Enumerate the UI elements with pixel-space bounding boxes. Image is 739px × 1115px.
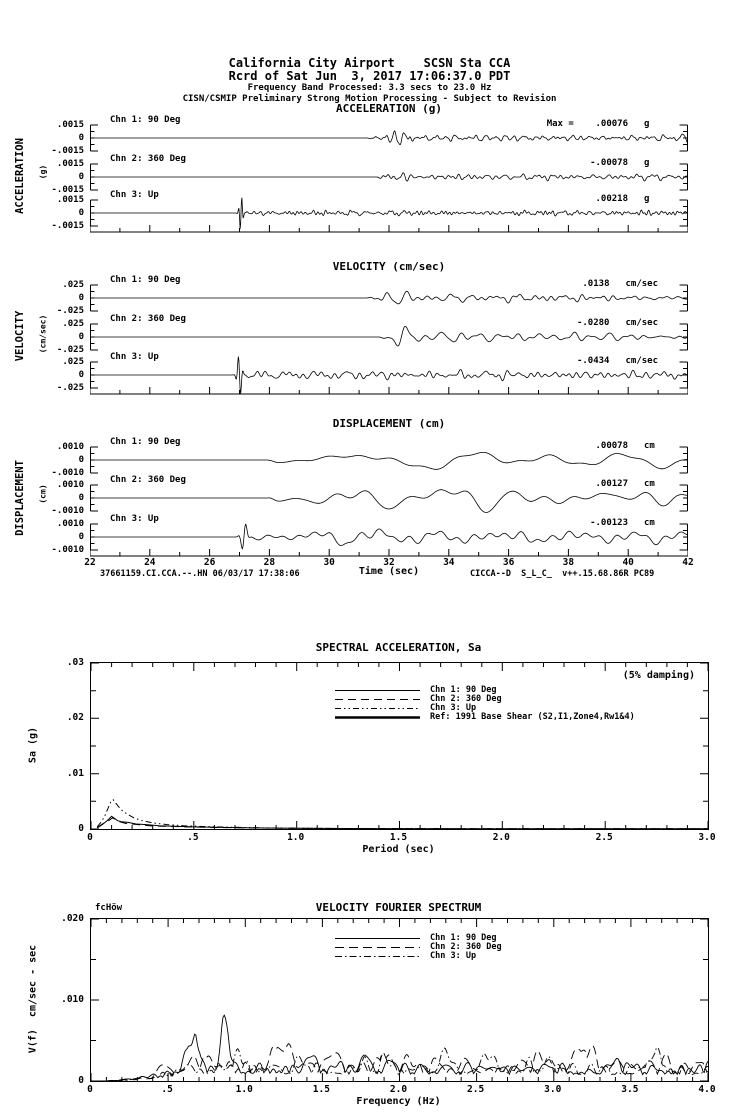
y-tick-zero: 0 [78, 455, 84, 465]
y-tick-zero: 0 [78, 532, 84, 542]
legend-line-sample [335, 943, 420, 952]
channel-label: Chn 2: 360 Deg [110, 314, 186, 324]
y-tick-top: .0010 [56, 480, 84, 490]
waveform-trace [90, 326, 688, 346]
sa-series [97, 818, 708, 829]
time-tick-label: 28 [263, 557, 276, 568]
legend-label: Chn 1: 90 Deg [430, 933, 497, 943]
y-tick-zero: 0 [78, 493, 84, 503]
legend-line-sample [335, 934, 420, 943]
peak-number: .0138 [582, 279, 610, 289]
band-line: Frequency Band Processed: 3.3 secs to 23.0 Hz [247, 83, 492, 93]
time-tick-label: 24 [144, 557, 156, 568]
velocity-axis-label: VELOCITY [14, 310, 26, 362]
y-tick-label: .010 [61, 994, 84, 1005]
x-tick-label: 1.5 [312, 1084, 330, 1095]
x-tick-label: 0 [87, 1084, 93, 1095]
strip-acceleration-chn2 [51, 154, 688, 196]
time-tick-label: 26 [203, 557, 216, 568]
channel-label: Chn 1: 90 Deg [110, 437, 181, 447]
time-tick-label: 32 [383, 557, 395, 568]
legend-label: Chn 1: 90 Deg [430, 685, 497, 695]
sa-damping-annotation: (5% damping) [622, 670, 695, 681]
fourier-y-tick-labels [34, 913, 84, 1086]
waveform-trace [90, 131, 688, 145]
strip-acceleration-chn1 [51, 115, 688, 157]
peak-number: -.0280 [576, 318, 610, 328]
waveform-trace [90, 452, 688, 469]
y-tick-top: .0015 [56, 120, 84, 130]
peak-unit: g [644, 119, 650, 129]
y-tick-top: .025 [62, 280, 84, 290]
waveform-trace [90, 490, 688, 513]
peak-number: -.0434 [576, 356, 610, 366]
x-tick-label: 2.0 [389, 1084, 408, 1095]
y-tick-bottom: -.025 [56, 345, 84, 355]
legend-line-sample [335, 713, 420, 722]
fourier-x-axis-title: Frequency (Hz) [356, 1096, 441, 1107]
sa-x-axis-title: Period (sec) [362, 844, 435, 855]
peak-value [90, 441, 658, 451]
fourier-chart-title: VELOCITY FOURIER SPECTRUM [315, 901, 482, 914]
y-tick-zero: 0 [78, 293, 84, 303]
y-tick-zero: 0 [78, 133, 84, 143]
acceleration-x-axis [90, 221, 688, 233]
displacement-x-axis [90, 545, 688, 557]
x-tick-label: .5 [161, 1084, 173, 1095]
time-tick-label: 42 [682, 557, 694, 568]
x-tick-label: 4.0 [698, 1084, 716, 1095]
y-tick-bottom: -.0010 [51, 468, 84, 478]
sa-y-axis-title: Sa (g) [27, 726, 39, 764]
channel-label: Chn 3: Up [110, 190, 159, 200]
x-tick-label: 2.5 [467, 1084, 485, 1095]
displacement-axis-label: DISPLACEMENT [14, 460, 26, 536]
peak-number: .00127 [595, 479, 628, 489]
peak-value [90, 279, 658, 289]
peak-unit: g [644, 158, 650, 168]
y-tick-bottom: -.025 [56, 306, 84, 316]
velocity-section-title: VELOCITY (cm/sec) [332, 260, 446, 273]
y-tick-label: 0 [78, 1075, 84, 1086]
y-tick-bottom: -.0015 [51, 185, 84, 195]
time-tick-label: 30 [323, 557, 335, 568]
sa-legend [335, 686, 635, 722]
strip-velocity-chn2 [56, 314, 688, 356]
x-tick-label: .5 [187, 832, 199, 843]
y-tick-label: 0 [78, 823, 84, 834]
peak-number: -.00078 [590, 158, 628, 168]
fourier-legend [335, 934, 502, 961]
strip-velocity-chn1 [56, 275, 688, 317]
y-tick-zero: 0 [78, 332, 84, 342]
peak-unit: cm/sec [625, 356, 658, 366]
legend-line-sample [335, 704, 420, 713]
peak-unit: cm [644, 479, 655, 489]
fourier-y-axis-title: V(f) cm/sec - sec [27, 944, 39, 1054]
peak-unit: cm [644, 518, 655, 528]
peak-number: .00218 [595, 194, 628, 204]
time-tick-label: 38 [562, 557, 575, 568]
x-tick-label: 2.5 [595, 832, 613, 843]
acceleration-axis-label: ACCELERATION [14, 138, 26, 214]
y-tick-label: .02 [66, 712, 84, 724]
acceleration-section-title: ACCELERATION (g) [336, 102, 442, 115]
record-id-footer: 37661159.CI.CCA.--.HN 06/03/17 17:38:06 [100, 569, 300, 579]
legend-label: Chn 3: Up [430, 951, 477, 961]
peak-number: Max = .00076 [546, 119, 628, 129]
peak-number: .00078 [595, 441, 628, 451]
peak-value [90, 479, 658, 489]
y-tick-top: .025 [62, 357, 84, 367]
legend-row [335, 695, 635, 704]
velocity-axis-unit: (cm/sec) [38, 314, 48, 354]
legend-row [335, 943, 502, 952]
legend-label: Ref: 1991 Base Shear (S2,I1,Zone4,Rw1&4) [430, 712, 635, 722]
processing-code-footer: CICCA--D S_L_C_ v++.15.68.86R PC89 [470, 569, 655, 579]
channel-label: Chn 2: 360 Deg [110, 154, 186, 164]
displacement-section-title: DISPLACEMENT (cm) [332, 417, 446, 430]
y-tick-bottom: -.0010 [51, 506, 84, 516]
y-tick-top: .0015 [56, 195, 84, 205]
peak-unit: cm [644, 441, 655, 451]
x-tick-label: 0 [87, 832, 93, 843]
peak-value [90, 318, 658, 328]
waveform-trace [90, 173, 688, 181]
channel-label: Chn 3: Up [110, 514, 159, 524]
x-tick-label: 3.0 [698, 832, 716, 843]
waveform-trace [90, 291, 688, 304]
legend-line-sample [335, 695, 420, 704]
time-tick-label: 22 [84, 557, 96, 568]
legend-label: Chn 2: 360 Deg [430, 694, 502, 704]
channel-label: Chn 1: 90 Deg [110, 115, 181, 125]
y-tick-bottom: -.025 [56, 383, 84, 393]
peak-value [90, 518, 658, 528]
legend-row [335, 952, 502, 961]
y-tick-top: .0010 [56, 519, 84, 529]
y-tick-zero: 0 [78, 208, 84, 218]
y-tick-top: .0010 [56, 442, 84, 452]
time-tick-label: 40 [622, 557, 634, 568]
record-line: Rcrd of Sat Jun 3, 2017 17:06:37.0 PDT [228, 69, 511, 83]
peak-value [90, 356, 658, 366]
channel-label: Chn 2: 360 Deg [110, 475, 186, 485]
y-tick-zero: 0 [78, 172, 84, 182]
sa-y-tick-labels [34, 657, 84, 834]
sa-x-tick-labels [87, 832, 716, 844]
strip-displacement-chn1 [51, 437, 688, 479]
peak-value [90, 158, 658, 168]
y-tick-bottom: -.0015 [51, 221, 84, 231]
displacement-axis-unit: (cm) [38, 484, 48, 504]
x-tick-label: 1.5 [389, 832, 408, 843]
time-axis-title: Time (sec) [358, 566, 420, 577]
channel-label: Chn 1: 90 Deg [110, 275, 181, 285]
x-tick-label: 3.0 [544, 1084, 562, 1095]
y-tick-bottom: -.0015 [51, 146, 84, 156]
y-tick-label: .020 [61, 913, 84, 924]
peak-unit: cm/sec [625, 318, 658, 328]
peak-value [90, 194, 658, 204]
sa-chart-title: SPECTRAL ACCELERATION, Sa [315, 641, 482, 654]
x-tick-label: 3.5 [621, 1084, 639, 1095]
report-header [0, 57, 739, 105]
station-line: California City Airport SCSN Sta CCA [228, 56, 511, 70]
time-tick-label: 34 [443, 557, 455, 568]
velocity-x-axis [90, 383, 688, 395]
processing-line: CISN/CSMIP Preliminary Strong Motion Processing - Subject to Revision [182, 94, 557, 104]
sa-series [97, 800, 708, 829]
y-tick-bottom: -.0010 [51, 545, 84, 555]
fourier-corner-frequency-label: fcHöw [95, 903, 123, 913]
legend-line-sample [335, 686, 420, 695]
x-tick-label: 2.0 [492, 832, 510, 843]
peak-unit: cm/sec [625, 279, 658, 289]
fourier-x-tick-labels [87, 1084, 716, 1096]
legend-label: Chn 2: 360 Deg [430, 942, 502, 952]
acceleration-axis-unit: (g) [38, 164, 48, 180]
legend-label: Chn 3: Up [430, 703, 477, 713]
strip-displacement-chn2 [51, 475, 688, 517]
peak-number: -.00123 [590, 518, 628, 528]
legend-line-sample [335, 952, 420, 961]
y-tick-label: .03 [66, 657, 84, 668]
peak-unit: g [644, 194, 650, 204]
y-tick-zero: 0 [78, 370, 84, 380]
legend-row [335, 713, 635, 722]
peak-value [90, 119, 658, 129]
y-tick-label: .01 [66, 767, 84, 779]
y-tick-top: .025 [62, 319, 84, 329]
x-tick-label: 1.0 [287, 832, 305, 843]
x-tick-label: 1.0 [235, 1084, 253, 1095]
channel-label: Chn 3: Up [110, 352, 159, 362]
time-tick-label: 36 [502, 557, 515, 568]
y-tick-top: .0015 [56, 159, 84, 169]
